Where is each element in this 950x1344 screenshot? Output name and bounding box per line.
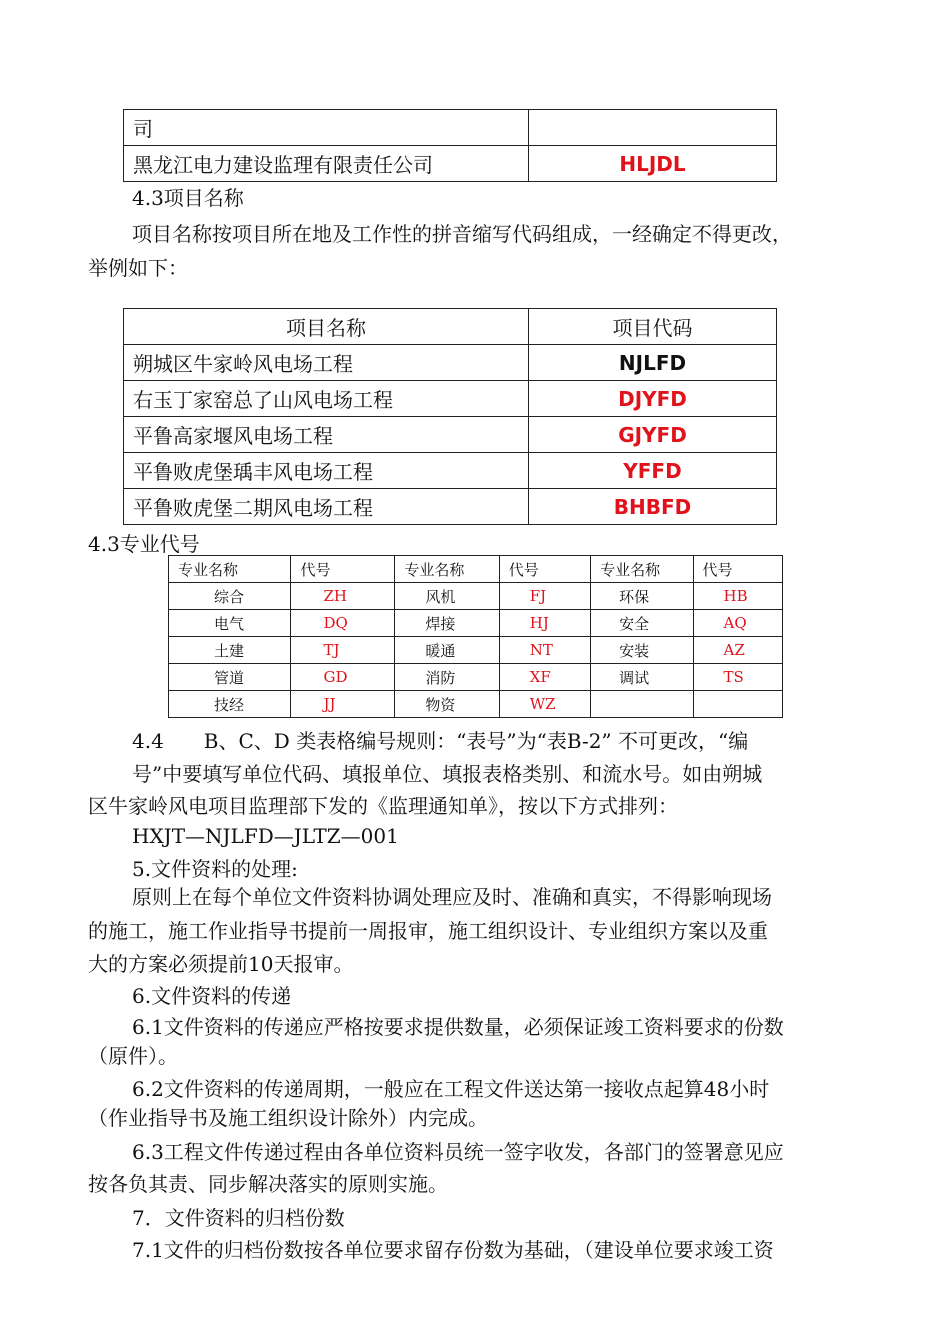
discipline-name-cell: 安全 (591, 610, 693, 637)
header-discipline-name: 专业名称 (395, 556, 499, 583)
table-row (169, 637, 783, 664)
section-6-1-line1: 6.1文件资料的传递应严格按要求提供数量，必须保证竣工资料要求的份数 (132, 1015, 784, 1039)
discipline-name-cell: 管道 (169, 664, 291, 691)
discipline-name-cell: 综合 (169, 583, 291, 610)
discipline-name-cell: 电气 (169, 610, 291, 637)
section-5-line2: 的施工，施工作业指导书提前一周报审，施工组织设计、专业组织方案以及重 (88, 919, 768, 943)
discipline-name-cell: 环保 (591, 583, 693, 610)
project-name-cell: 平鲁败虎堡二期风电场工程 (124, 489, 529, 525)
section-4-3-body-line1: 项目名称按项目所在地及工作性的拼音缩写代码组成，一经确定不得更改， (132, 222, 792, 246)
table-row (124, 110, 777, 146)
table-row (169, 691, 783, 718)
section-5-line3: 大的方案必须提前10天报审。 (88, 952, 354, 976)
table-row (169, 664, 783, 691)
section-7-1-line1: 7.1文件的归档份数按各单位要求留存份数为基础，（建设单位要求竣工资 (132, 1238, 774, 1262)
discipline-code-cell: NT (499, 637, 590, 664)
discipline-code-cell: GD (291, 664, 395, 691)
discipline-name-cell (591, 691, 693, 718)
project-code-cell: BHBFD (529, 489, 777, 525)
section-4-4-example: HXJT—NJLFD—JLTZ—001 (132, 824, 399, 848)
discipline-code-cell: TS (693, 664, 783, 691)
discipline-code-cell: AQ (693, 610, 783, 637)
project-code-cell: GJYFD (529, 417, 777, 453)
section-4-4-line1: 4.4 B、C、D 类表格编号规则：“表号”为“表B-2” 不可更改，“编 (132, 729, 749, 753)
project-name-cell: 平鲁败虎堡瑀丰风电场工程 (124, 453, 529, 489)
discipline-code-cell: AZ (693, 637, 783, 664)
table-row (124, 489, 777, 525)
project-code-cell: DJYFD (529, 381, 777, 417)
section-4-3-body-line2: 举例如下： (88, 256, 188, 280)
discipline-name-cell: 暖通 (395, 637, 499, 664)
section-6-1-line2: （原件）。 (88, 1044, 178, 1068)
header-discipline-code: 代号 (499, 556, 590, 583)
discipline-code-cell: HJ (499, 610, 590, 637)
table-row (124, 146, 777, 182)
section-6-3-line2: 按各负其责、同步解决落实的原则实施。 (88, 1172, 448, 1196)
discipline-name-cell: 风机 (395, 583, 499, 610)
header-discipline-name: 专业名称 (591, 556, 693, 583)
header-discipline-code: 代号 (291, 556, 395, 583)
table-header-row (124, 309, 777, 345)
table-row (169, 610, 783, 637)
discipline-code-cell: DQ (291, 610, 395, 637)
discipline-name-cell: 焊接 (395, 610, 499, 637)
table-row (124, 453, 777, 489)
header-discipline-code: 代号 (693, 556, 783, 583)
unit-code-cell: HLJDL (529, 146, 777, 182)
project-name-cell: 朔城区牛家岭风电场工程 (124, 345, 529, 381)
discipline-code-cell: TJ (291, 637, 395, 664)
header-project-name: 项目名称 (124, 309, 529, 345)
section-4-4-line2: 号”中要填写单位代码、填报单位、填报表格类别、和流水号。如由朔城 (132, 762, 763, 786)
section-6-2-line2: （作业指导书及施工组织设计除外）内完成。 (88, 1106, 488, 1130)
section-6-title: 6.文件资料的传递 (132, 984, 292, 1008)
discipline-code-cell: FJ (499, 583, 590, 610)
section-6-2-line1: 6.2文件资料的传递周期，一般应在工程文件送达第一接收点起算48小时 (132, 1077, 770, 1101)
project-name-cell: 右玉丁家窑总了山风电场工程 (124, 381, 529, 417)
section-4-3-title: 4.3项目名称 (132, 186, 244, 210)
unit-code-cell (529, 110, 777, 146)
table-row (124, 381, 777, 417)
discipline-name-cell: 物资 (395, 691, 499, 718)
header-discipline-name: 专业名称 (169, 556, 291, 583)
table-row (169, 583, 783, 610)
table-header-row (169, 556, 783, 583)
discipline-code-cell: HB (693, 583, 783, 610)
header-project-code: 项目代码 (529, 309, 777, 345)
project-name-cell: 平鲁高家堰风电场工程 (124, 417, 529, 453)
discipline-code-cell: XF (499, 664, 590, 691)
discipline-code-cell: ZH (291, 583, 395, 610)
table-row (124, 345, 777, 381)
unit-name-cell: 黑龙江电力建设监理有限责任公司 (124, 146, 529, 182)
project-code-cell: NJLFD (529, 345, 777, 381)
section-4-4-line3: 区牛家岭风电项目监理部下发的《监理通知单》，按以下方式排列： (88, 794, 678, 818)
section-4-3b-title: 4.3专业代号 (88, 532, 200, 556)
discipline-code-cell: JJ (291, 691, 395, 718)
section-5-title: 5.文件资料的处理: (132, 857, 298, 881)
discipline-code-table (168, 555, 783, 718)
unit-name-cell: 司 (124, 110, 529, 146)
discipline-code-cell: WZ (499, 691, 590, 718)
discipline-name-cell: 安装 (591, 637, 693, 664)
project-code-cell: YFFD (529, 453, 777, 489)
project-code-table (123, 308, 777, 525)
discipline-name-cell: 技经 (169, 691, 291, 718)
discipline-name-cell: 消防 (395, 664, 499, 691)
unit-code-table (123, 109, 777, 182)
discipline-name-cell: 调试 (591, 664, 693, 691)
discipline-code-cell (693, 691, 783, 718)
section-7-title: 7．文件资料的归档份数 (132, 1206, 345, 1230)
table-row (124, 417, 777, 453)
section-5-line1: 原则上在每个单位文件资料协调处理应及时、准确和真实，不得影响现场 (132, 885, 772, 909)
discipline-name-cell: 土建 (169, 637, 291, 664)
section-6-3-line1: 6.3工程文件传递过程由各单位资料员统一签字收发，各部门的签署意见应 (132, 1140, 784, 1164)
